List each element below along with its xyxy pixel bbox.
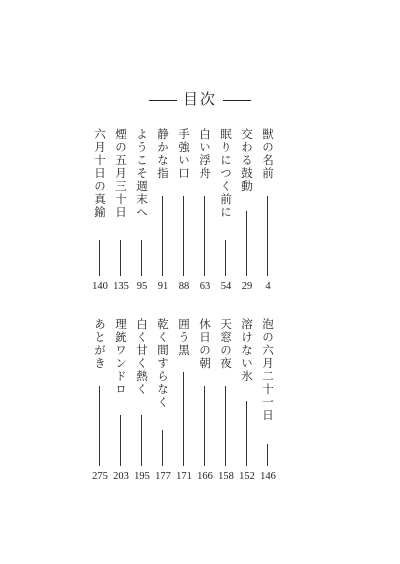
leader-line xyxy=(183,372,184,467)
toc-entry[interactable] xyxy=(92,128,108,298)
leader-line xyxy=(204,386,205,466)
toc-entry-page: 4 xyxy=(265,281,271,292)
toc-entry-page: 146 xyxy=(260,471,276,482)
leader-line xyxy=(141,240,142,277)
toc-entry-page: 29 xyxy=(241,281,253,292)
toc-title: 目次 xyxy=(182,90,217,108)
toc-entry-title: 白く甘く熱く xyxy=(135,318,149,396)
toc-entry-title: 白い浮舟 xyxy=(198,128,212,180)
toc-entry-page: 88 xyxy=(178,281,190,292)
toc-entry[interactable] xyxy=(260,128,276,298)
toc-entry-title: 獣の名前 xyxy=(261,128,275,180)
toc-entry-title: 囲う黒 xyxy=(177,318,191,357)
toc-entry-title: 理銃ワンドロ xyxy=(114,318,128,396)
toc-entry-page: 140 xyxy=(92,281,108,292)
title-dash-right xyxy=(223,100,251,101)
toc-entry-page: 91 xyxy=(157,281,169,292)
toc-entry-page: 275 xyxy=(92,471,108,482)
leader-line xyxy=(267,196,268,276)
toc-entry-page: 95 xyxy=(136,281,148,292)
toc-entry[interactable] xyxy=(155,318,171,488)
toc-entry-title: 眠りにつく前に xyxy=(219,128,233,219)
toc-entry[interactable] xyxy=(218,128,234,298)
toc-entry[interactable] xyxy=(218,318,234,488)
title-dash-left xyxy=(149,100,177,101)
toc-entry[interactable] xyxy=(176,128,192,298)
leader-line xyxy=(99,240,100,277)
leader-line xyxy=(162,196,163,276)
toc-entry-page: 171 xyxy=(176,471,192,482)
toc-entry-page: 54 xyxy=(220,281,232,292)
leader-line xyxy=(162,430,163,467)
toc-entry[interactable] xyxy=(113,128,129,298)
toc-entry-page: 195 xyxy=(134,471,150,482)
toc-entry[interactable] xyxy=(134,128,150,298)
leader-line xyxy=(225,240,226,277)
toc-entry[interactable] xyxy=(239,128,255,298)
toc-entry-title: 手強い口 xyxy=(177,128,191,180)
toc-entry-page: 166 xyxy=(197,471,213,482)
toc-entry-title: 休日の朝 xyxy=(198,318,212,370)
toc-entry-title: 煙の五月三十日 xyxy=(114,128,128,219)
toc-entry-page: 135 xyxy=(113,281,129,292)
toc-entry[interactable] xyxy=(239,318,255,488)
leader-line xyxy=(204,196,205,276)
leader-line xyxy=(225,386,226,466)
toc-entry-page: 63 xyxy=(199,281,211,292)
toc-entry-title: 交わる鼓動 xyxy=(240,128,254,193)
toc-entry-page: 203 xyxy=(113,471,129,482)
toc-entry-title: 乾く間すらなく xyxy=(156,318,170,409)
toc-entry[interactable] xyxy=(113,318,129,488)
toc-entry-title: 六月十日の真鍮 xyxy=(93,128,107,219)
leader-line xyxy=(183,196,184,276)
leader-line xyxy=(141,415,142,466)
leader-line xyxy=(120,415,121,466)
leader-line xyxy=(99,386,100,466)
leader-line xyxy=(267,444,268,466)
toc-entry[interactable] xyxy=(260,318,276,488)
toc-entry-page: 158 xyxy=(218,471,234,482)
toc-entry-title: 溶けない氷 xyxy=(240,318,254,383)
toc-entry-title: 天窓の夜 xyxy=(219,318,233,370)
leader-line xyxy=(120,240,121,277)
toc-entry[interactable] xyxy=(197,318,213,488)
toc-entry[interactable] xyxy=(134,318,150,488)
toc-entry[interactable] xyxy=(92,318,108,488)
toc-section-2 xyxy=(0,318,400,558)
toc-entry-page: 177 xyxy=(155,471,171,482)
toc-heading xyxy=(0,88,400,109)
leader-line xyxy=(246,401,247,467)
toc-entry[interactable] xyxy=(176,318,192,488)
toc-entry-title: 泡の六月二十一日 xyxy=(261,318,275,422)
toc-entry-page: 152 xyxy=(239,471,255,482)
toc-entry[interactable] xyxy=(155,128,171,298)
toc-entry-title: 静かな指 xyxy=(156,128,170,180)
leader-line xyxy=(246,211,247,277)
toc-entry-title: ようこそ週末へ xyxy=(135,128,149,219)
toc-entry[interactable] xyxy=(197,128,213,298)
toc-entry-title: あとがき xyxy=(93,318,107,370)
